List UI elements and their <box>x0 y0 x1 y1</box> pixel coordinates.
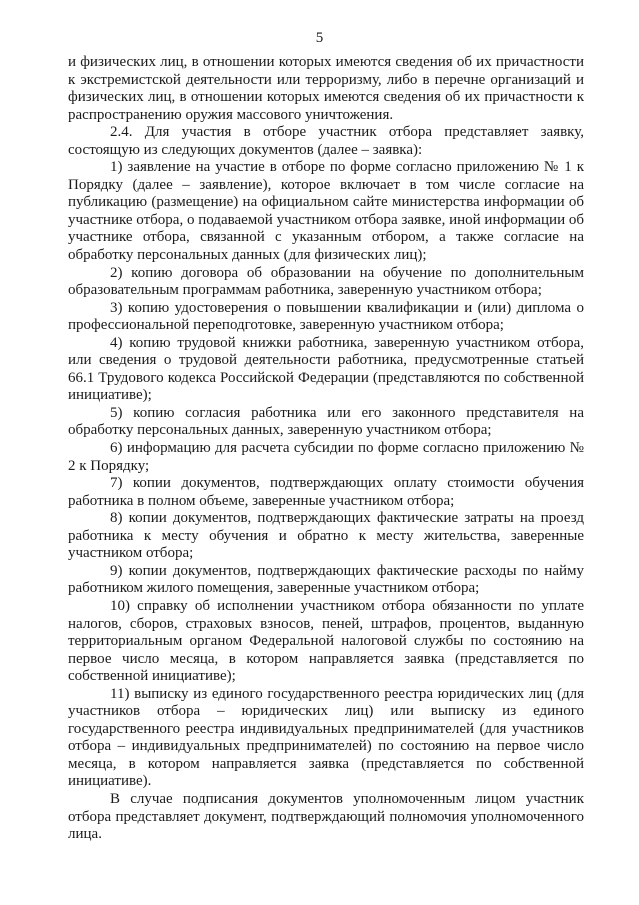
list-item-3: 3) копию удостоверения о повышении квалификации и (или) диплома о профессиональной переподготовке, заверенную участником отбора; <box>68 299 584 334</box>
list-item-11: 11) выписку из единого государственного реестра юридических лиц (для участников отбора – юридических лиц) или выписку из единого государственного реестра индивидуальных предпринимателей (для участников отбора – индивидуальных предпринимателей) по состоянию на первое число месяца, в котором направляется заявка (представляется по собственной инициативе). <box>68 685 584 790</box>
list-item-2: 2) копию договора об образовании на обучение по дополнительным образовательным программам работника, заверенную участником отбора; <box>68 264 584 299</box>
list-item-7: 7) копии документов, подтверждающих оплату стоимости обучения работника в полном объеме, заверенные участником отбора; <box>68 475 584 509</box>
list-item-9: 9) копии документов, подтверждающих фактические расходы по найму работником жилого помещения, заверенные участником отбора; <box>68 562 584 597</box>
list-item-8: 8) копии документов, подтверждающих фактические затраты на проезд работника к месту обучения и обратно к месту жительства, заверенные участником отбора; <box>68 510 584 562</box>
list-item-1: 1) заявление на участие в отборе по форме согласно приложению № 1 к Порядку (далее – заявление), которое включает в том числе согласие на публикацию (размещение) на официальном сайте министерства информации об участнике отбора, о подаваемой участником отбора заявке, иной информации об участнике отбора, связанной с указанным отбором, а также согласие на обработку персональных данных (для физических лиц); <box>68 159 584 264</box>
paragraph-signatory: В случае подписания документов уполномоченным лицом участник отбора представляет документ, подтверждающий полномочия уполномоченного лица. <box>68 790 584 843</box>
page-number: 5 <box>315 30 324 46</box>
list-item-6: 6) информацию для расчета субсидии по форме согласно приложению № 2 к Порядку; <box>68 440 584 474</box>
paragraph-continuation: и физических лиц, в отношении которых имеются сведения об их причастности к экстремистской деятельности или терроризму, либо в перечне организаций и физических лиц, в отношении которых имеются сведения об их причастности к распространению оружия массового уничтожения. <box>68 54 584 123</box>
list-item-10: 10) справку об исполнении участником отбора обязанности по уплате налогов, сборов, страховых взносов, пеней, штрафов, процентов, выданную территориальным органом Федеральной налоговой службы по состоянию на первое число месяца, в котором направляется заявка (представляется по собственной инициативе); <box>68 597 584 685</box>
paragraph-2-4: 2.4. Для участия в отборе участник отбора представляет заявку, состоящую из следующих документов (далее – заявка): <box>68 124 584 158</box>
list-item-4: 4) копию трудовой книжки работника, заверенную участником отбора, или сведения о трудовой деятельности работника, предусмотренные статьей 66.1 Трудового кодекса Российской Федерации (представляются по собственной инициативе); <box>68 334 584 404</box>
document-body <box>68 54 584 844</box>
list-item-5: 5) копию согласия работника или его законного представителя на обработку персональных данных, заверенную участником отбора; <box>68 404 584 439</box>
